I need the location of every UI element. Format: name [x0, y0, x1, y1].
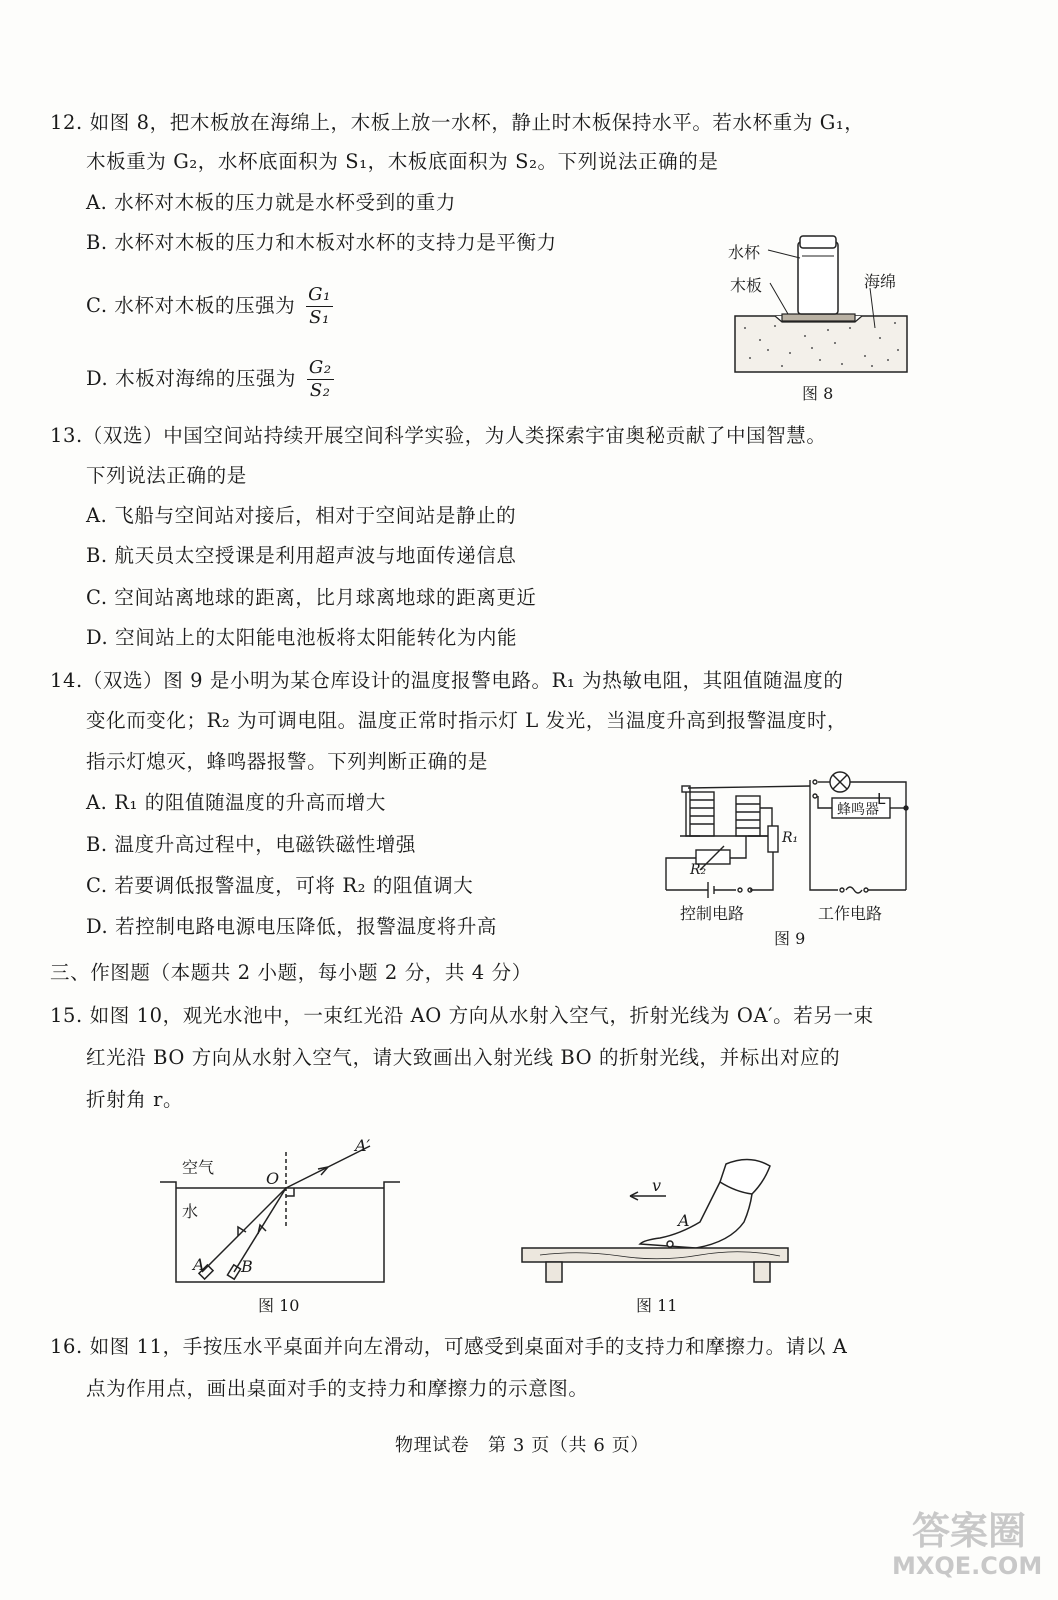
fig10-label-a: A — [193, 1255, 205, 1274]
q14-option-b: B. 温度升高过程中，电磁铁磁性增强 — [86, 833, 417, 856]
fig11-label-a: A — [678, 1211, 690, 1230]
watermark-logo: 答案圈 — [912, 1509, 1027, 1553]
q15-line3: 折射角 r。 — [86, 1088, 184, 1111]
fig10-label-water: 水 — [182, 1202, 199, 1221]
fraction-numerator: G₂ — [308, 357, 332, 378]
fig9-label-control-circuit: 控制电路 — [680, 904, 745, 923]
q12-option-d-fraction — [307, 357, 334, 402]
fig10-label-air: 空气 — [182, 1158, 215, 1177]
fig9-label-r2: R₂ — [690, 862, 707, 878]
fig10-label-b: B — [241, 1257, 253, 1276]
q14-option-d: D. 若控制电路电源电压降低，报警温度将升高 — [86, 915, 498, 938]
fig11-label-v: v — [652, 1176, 662, 1195]
q12-option-c-text: C. 水杯对木板的压强为 — [86, 294, 296, 317]
section-3-heading: 三、作图题（本题共 2 小题，每小题 2 分，共 4 分） — [50, 961, 532, 984]
q16-line2: 点为作用点，画出桌面对手的支持力和摩擦力的示意图。 — [86, 1377, 589, 1400]
q13-option-b: B. 航天员太空授课是利用超声波与地面传递信息 — [86, 544, 517, 567]
q13-line1: 13.（双选）中国空间站持续开展空间科学实验，为人类探索宇宙奥秘贡献了中国智慧。 — [50, 424, 827, 447]
q12-line2: 木板重为 G₂，水杯底面积为 S₁，木板底面积为 S₂。下列说法正确的是 — [86, 150, 719, 173]
q14-option-c: C. 若要调低报警温度，可将 R₂ 的阻值调大 — [86, 874, 474, 897]
q13-line2: 下列说法正确的是 — [86, 464, 247, 487]
q14-option-a: A. R₁ 的阻值随温度的升高而增大 — [86, 791, 386, 814]
figure-11-drawing — [520, 1152, 800, 1292]
fig9-label-work-circuit: 工作电路 — [818, 904, 883, 923]
q13-option-a: A. 飞船与空间站对接后，相对于空间站是静止的 — [86, 504, 517, 527]
q12-option-a: A. 水杯对木板的压力就是水杯受到的重力 — [86, 191, 456, 214]
fig10-caption: 图 10 — [258, 1296, 300, 1315]
fig10-label-a-prime: A′ — [355, 1136, 371, 1155]
q12-option-d-text: D. 木板对海绵的压强为 — [86, 367, 297, 390]
q14-line3: 指示灯熄灭，蜂鸣器报警。下列判断正确的是 — [86, 750, 489, 773]
fraction-denominator: S₁ — [309, 307, 330, 328]
q15-line2: 红光沿 BO 方向从水射入空气，请大致画出入射光线 BO 的折射光线，并标出对应的 — [86, 1046, 841, 1069]
fraction-numerator: G₁ — [308, 284, 331, 305]
fig9-label-buzzer: 蜂鸣器 — [837, 802, 879, 818]
q12-option-b: B. 水杯对木板的压力和木板对水杯的支持力是平衡力 — [86, 231, 557, 254]
fig8-label-board: 木板 — [730, 276, 763, 295]
fig9-label-r1: R₁ — [782, 830, 799, 846]
watermark-url: MXQE.COM — [892, 1552, 1043, 1580]
fig8-label-sponge: 海绵 — [864, 272, 897, 291]
fig8-caption: 图 8 — [802, 384, 834, 403]
q12-line1: 12. 如图 8，把木板放在海绵上，木板上放一水杯，静止时木板保持水平。若水杯重为 G₁， — [50, 111, 865, 134]
page-footer: 物理试卷 第 3 页（共 6 页） — [395, 1435, 649, 1456]
fig10-label-o: O — [266, 1169, 280, 1188]
fig8-label-cup: 水杯 — [728, 243, 761, 262]
q15-line1: 15. 如图 10，观光水池中，一束红光沿 AO 方向从水射入空气，折射光线为 OA′。若另一束 — [50, 1004, 874, 1027]
fig9-caption: 图 9 — [774, 929, 806, 948]
q14-line1: 14.（双选）图 9 是小明为某仓库设计的温度报警电路。R₁ 为热敏电阻，其阻值随温度的 — [50, 669, 844, 692]
q12-option-d — [86, 357, 334, 402]
q13-option-d: D. 空间站上的太阳能电池板将太阳能转化为内能 — [86, 626, 518, 649]
q14-line2: 变化而变化；R₂ 为可调电阻。温度正常时指示灯 L 发光，当温度升高到报警温度时， — [86, 709, 848, 732]
q13-option-c: C. 空间站离地球的距离，比月球离地球的距离更近 — [86, 586, 537, 609]
q12-option-c-fraction — [306, 284, 333, 329]
fig9-label-lamp: L — [877, 790, 886, 808]
fraction-denominator: S₂ — [309, 380, 331, 401]
fig11-caption: 图 11 — [636, 1296, 678, 1315]
q12-option-c — [86, 284, 333, 329]
q16-line1: 16. 如图 11，手按压水平桌面并向左滑动，可感受到桌面对手的支持力和摩擦力。请以 A — [50, 1335, 848, 1358]
